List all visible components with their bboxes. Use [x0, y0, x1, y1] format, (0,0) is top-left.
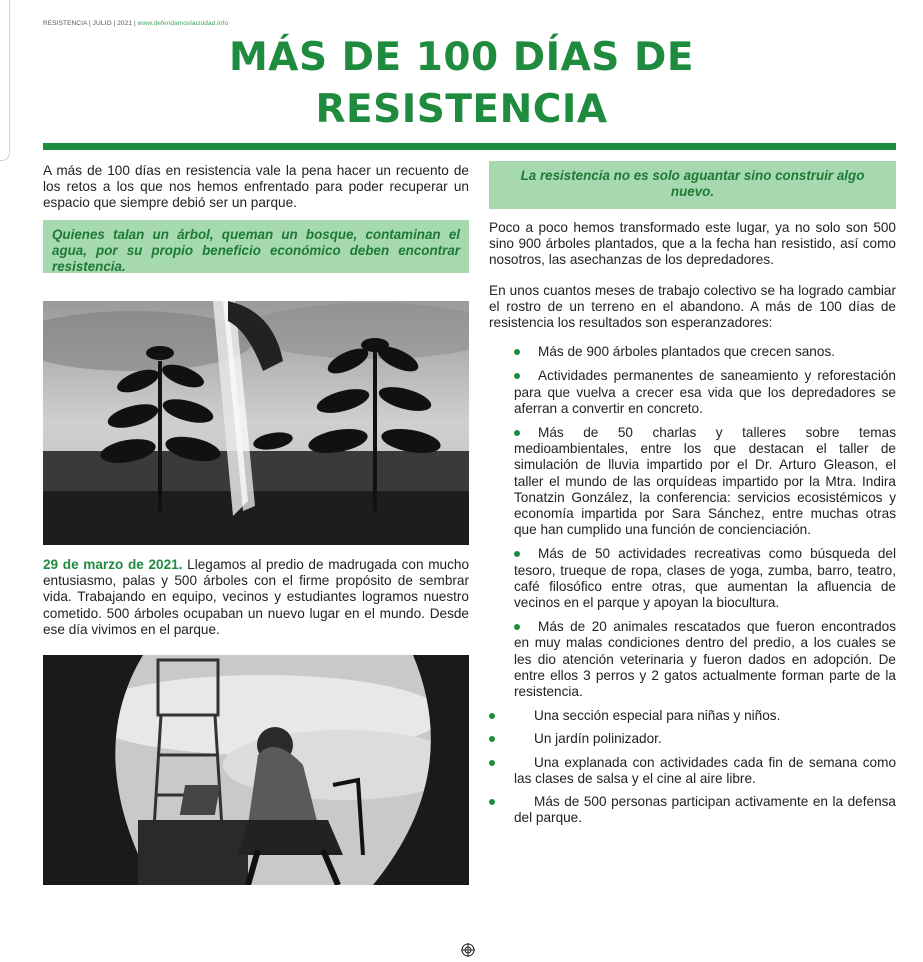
results-list-item: Más de 20 animales rescatados que fueron encontrados en muy malas condiciones dentro del predio, a los cuales se les dio atención veterinaria y fueron dados en adopción. De entre ellos 3 perros y 2 gatos actualmente forman parte de la resistencia.: [514, 619, 896, 700]
article-title: [0, 32, 923, 136]
intro-paragraph: A más de 100 días en resistencia vale la pena hacer un recuento de los retos a los que nos hemos enfrentado para poder recuperar un espacio que siempre debió ser un parque.: [43, 163, 469, 211]
bullet-dot-icon: [489, 799, 495, 805]
right-paragraph-2: En unos cuantos meses de trabajo colectivo se ha logrado cambiar el rostro de un terreno en el abandono. A más de 100 días de resistencia los resultados son esperanzadores:: [489, 282, 896, 331]
article-title-line2: RESISTENCIA: [315, 87, 608, 132]
bullet-dot-icon: [514, 430, 520, 436]
results-list-item: Una explanada con actividades cada fin de semana como las clases de salsa y el cine al aire libre.: [489, 755, 896, 787]
results-list-item: Una sección especial para niñas y niños.: [489, 708, 896, 724]
running-header-site: www.defendamoslaciudad.info: [137, 20, 229, 27]
tree-watering-photo: [43, 301, 469, 545]
running-header: [43, 20, 228, 27]
tree-watering-photo-graphic: [43, 301, 469, 545]
left-column: [43, 163, 469, 273]
results-list-item: Más de 50 actividades recreativas como búsqueda del tesoro, trueque de ropa, clases de yoga, zumba, barro, teatro, café filosófico entre otras, que aumentan la afluencia de vecinos en el parque y apoyan la biocultura.: [514, 546, 896, 611]
story-text: Llegamos al predio de madrugada con mucho entusiasmo, palas y 500 árboles con el firme propósito de sembrar vida. Trabajando en equipo, vecinos y estudiantes logramos nuestro cometido. 500 árboles ocupaban un nuevo lugar en el mundo. Desde ese día vivimos en el parque.: [43, 557, 469, 637]
registration-target-icon: [461, 943, 475, 962]
right-paragraph-1: Poco a poco hemos transformado este lugar, ya no solo son 500 sino 900 árboles plantados, que a la fecha han resistido, así como nosotros, las asechanzas de los depredadores.: [489, 220, 896, 268]
results-list-item: Más de 500 personas participan activamente en la defensa del parque.: [489, 794, 896, 826]
results-list-item: Más de 50 charlas y talleres sobre temas medioambientales, entre los que destacan el taller de simulación de lluvia impartido por el Dr. Arturo Gleason, el taller el mundo de las orquídeas impartido por la Mtra. Indira Tonatzin González, la conferencia: servicios ecosistémicos y economía impartida por Sara Sánchez, entre muchas otras que han cumplido una función de concienciación.: [514, 425, 896, 538]
right-callout: La resistencia no es solo aguantar sino construir algo nuevo.: [489, 161, 896, 209]
results-list-item: Un jardín polinizador.: [489, 731, 896, 747]
woman-reading-photo-graphic: [43, 655, 469, 885]
title-divider: [43, 143, 896, 150]
story-block: [43, 557, 469, 638]
bullet-dot-icon: [489, 713, 495, 719]
bullet-dot-icon: [489, 760, 495, 766]
results-list-item: Actividades permanentes de saneamiento y reforestación para que vuelva a crecer esa vida que los depredadores se aferran a convertir en concreto.: [514, 368, 896, 416]
results-list-item: Más de 900 árboles plantados que crecen sanos.: [489, 344, 896, 360]
story-paragraph: [43, 557, 469, 638]
woman-reading-photo: [43, 655, 469, 885]
left-callout: Quienes talan un árbol, queman un bosque, contaminan el agua, por su propio beneficio económico deben encontrar resistencia.: [43, 220, 469, 273]
running-header-prefix: RESISTENCIA | JULIO | 2021 |: [43, 20, 138, 27]
bullet-dot-icon: [489, 736, 495, 742]
right-column: [489, 161, 896, 827]
story-date: 29 de marzo de 2021.: [43, 557, 183, 572]
results-list: [489, 344, 896, 826]
article-title-line1: MÁS DE 100 DÍAS DE: [229, 35, 694, 80]
